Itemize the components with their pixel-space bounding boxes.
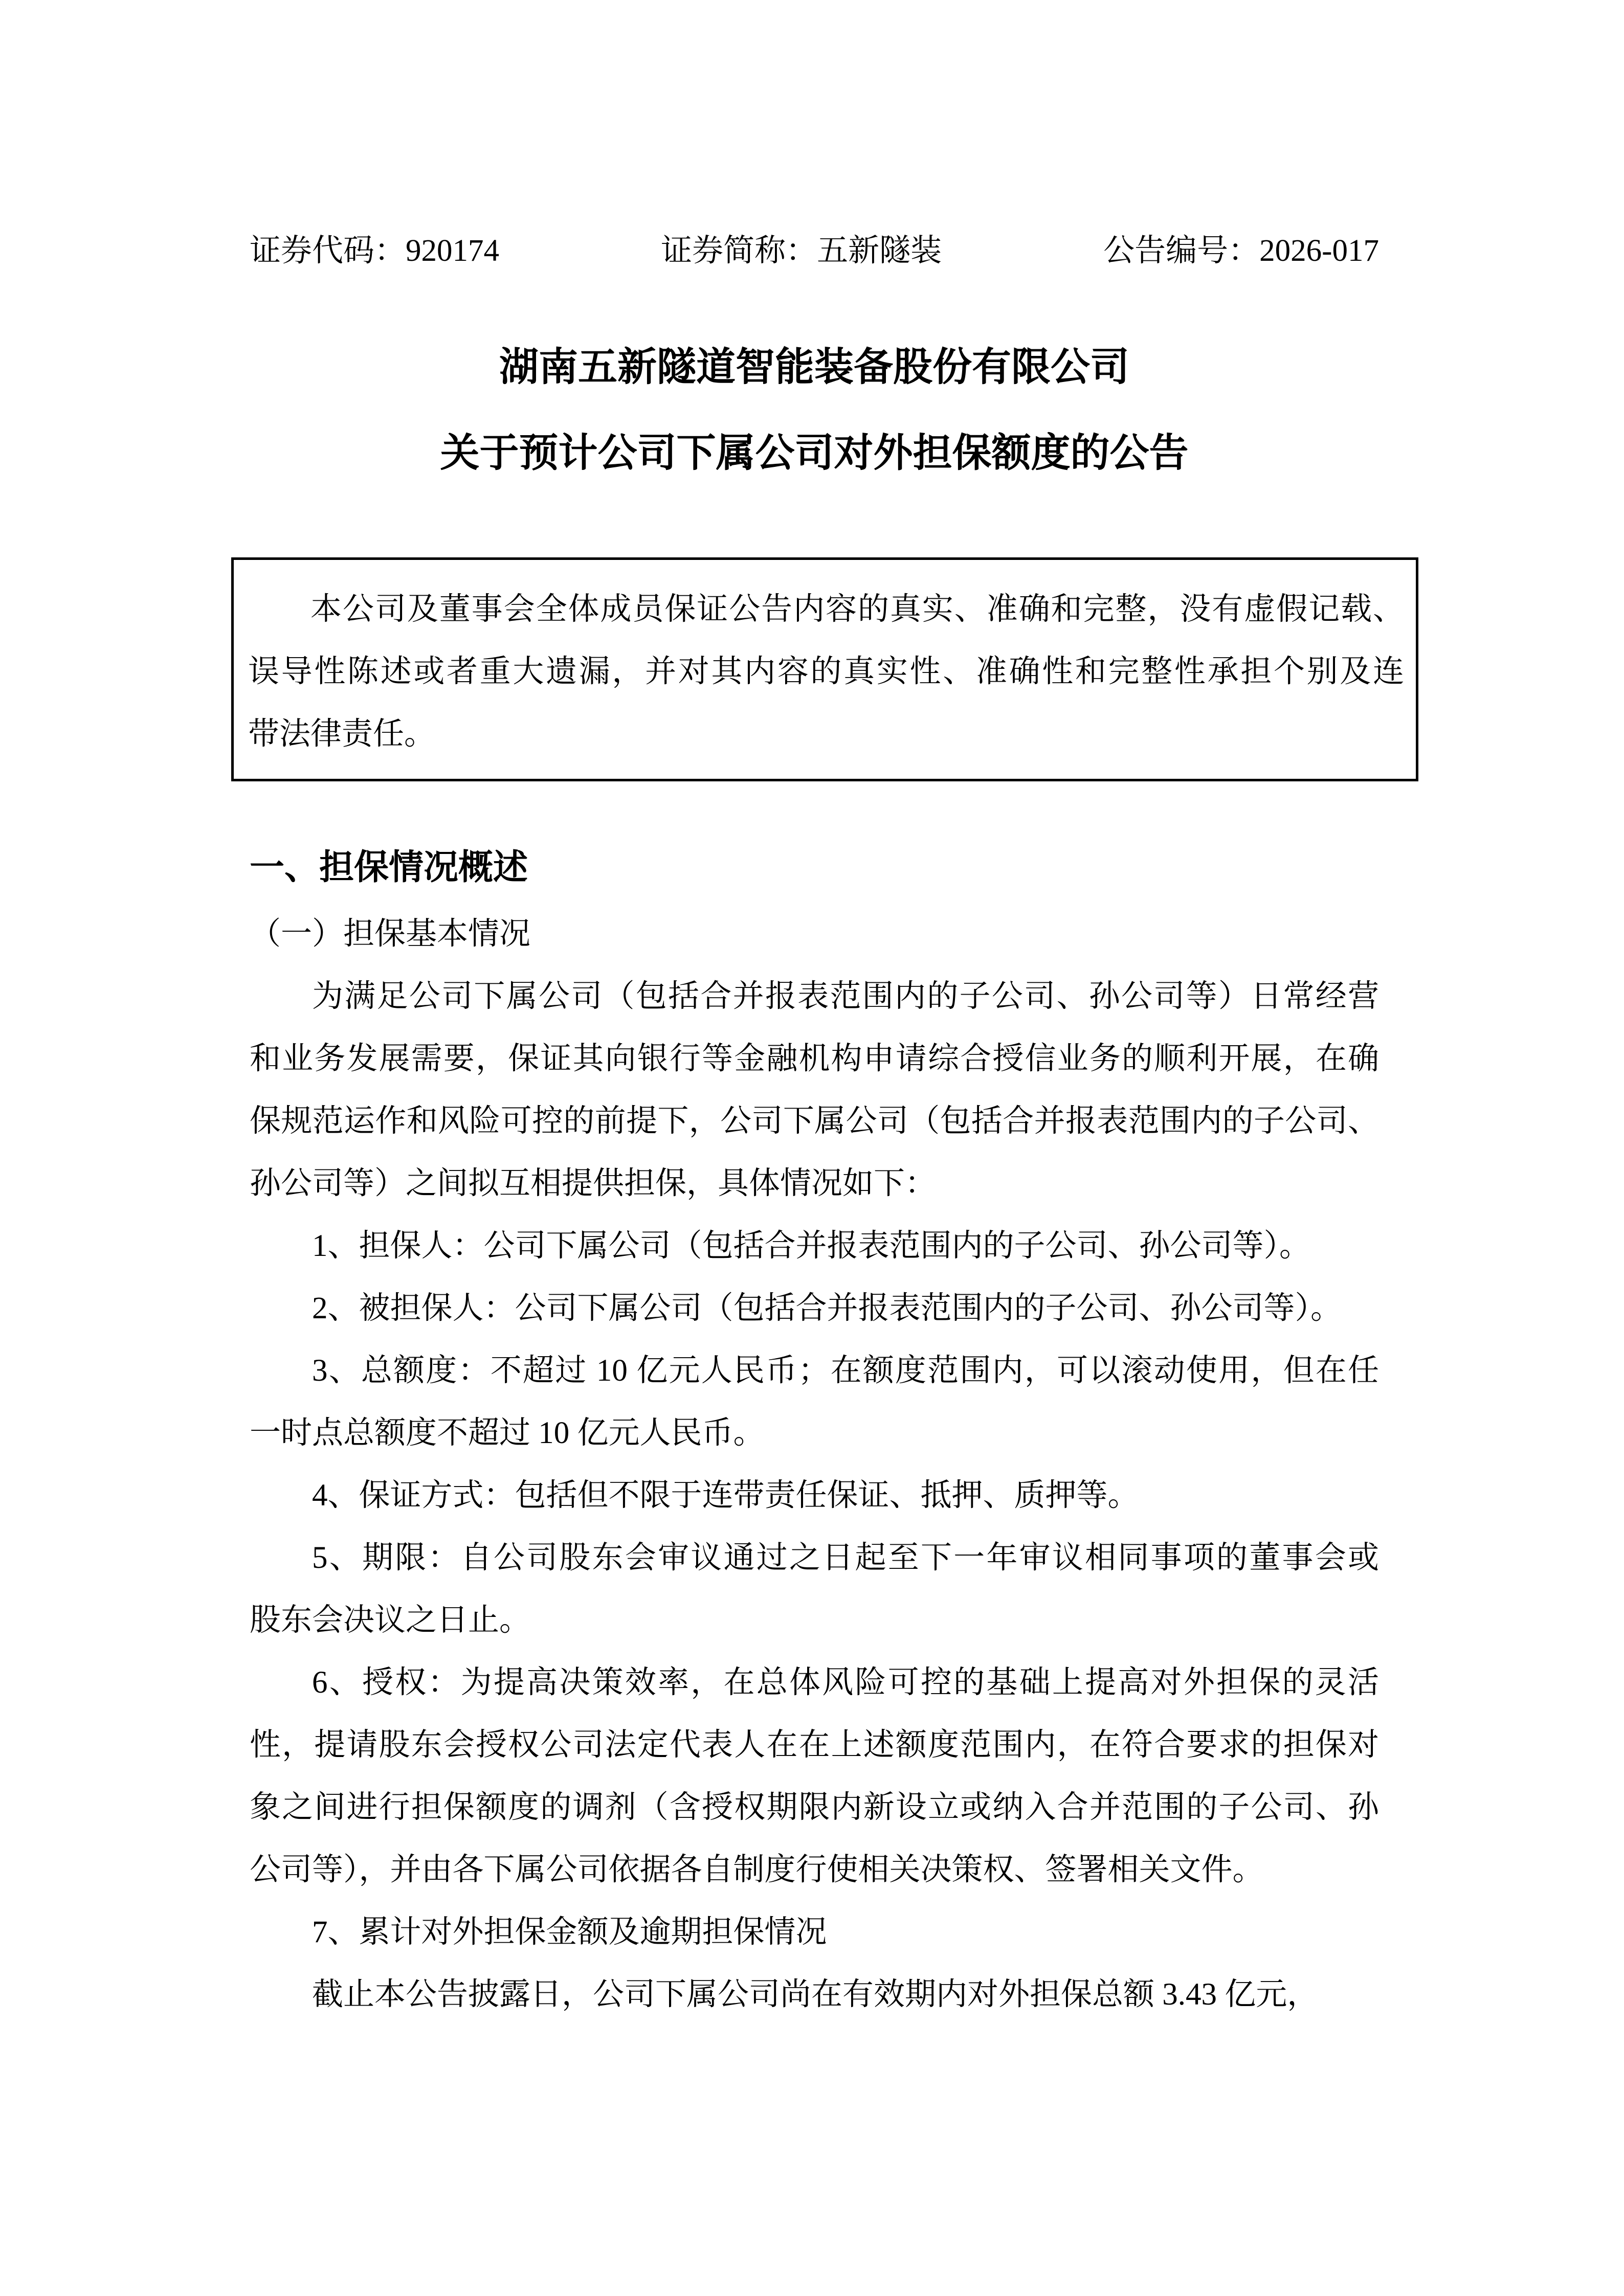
company-name-title: 湖南五新隧道智能装备股份有限公司 (499, 345, 1129, 389)
paragraph-line: 3、总额度：不超过 10 亿元人民币；在额度范围内，可以滚动使用，但在任 (312, 1354, 1379, 1388)
paragraph-line: 一时点总额度不超过 10 亿元人民币。 (250, 1416, 765, 1450)
paragraph-item-guarantor (250, 1215, 1379, 1277)
disclaimer-line: 带法律责任。 (248, 717, 436, 751)
paragraph-overview (250, 965, 1379, 1215)
paragraph-line: 为满足公司下属公司（包括合并报表范围内的子公司、孙公司等）日常经营 (312, 979, 1379, 1014)
disclaimer-box (231, 557, 1418, 781)
paragraph-closing (250, 1964, 1379, 2026)
paragraph-line: 象之间进行担保额度的调剂（含授权期限内新设立或纳入合并范围的子公司、孙 (250, 1790, 1379, 1825)
paragraph-line: 7、累计对外担保金额及逾期担保情况 (312, 1915, 827, 1949)
paragraph-line: 5、期限：自公司股东会审议通过之日起至下一年审议相同事项的董事会或 (312, 1541, 1379, 1575)
securities-header-row (250, 229, 1379, 273)
paragraph-line: 2、被担保人：公司下属公司（包括合并报表范围内的子公司、孙公司等）。 (312, 1291, 1342, 1325)
disclaimer-line: 本公司及董事会全体成员保证公告内容的真实、准确和完整，没有虚假记载、 (310, 592, 1404, 626)
paragraph-line: 和业务发展需要，保证其向银行等金融机构申请综合授信业务的顺利开展，在确 (250, 1042, 1379, 1076)
announcement-number-text: 公告编号：2026-017 (1103, 234, 1379, 268)
stock-abbr-text: 证券简称：五新隧装 (661, 234, 942, 268)
paragraph-line: 保规范运作和风险可控的前提下，公司下属公司（包括合并报表范围内的子公司、 (250, 1104, 1379, 1138)
subsection-heading-basic-info: （一）担保基本情况 (250, 917, 531, 951)
paragraph-line: 截止本公告披露日，公司下属公司尚在有效期内对外担保总额 3.43 亿元， (312, 1977, 1319, 2012)
disclaimer-line: 误导性陈述或者重大遗漏，并对其内容的真实性、准确性和完整性承担个别及连 (248, 655, 1404, 689)
paragraph-item-term (250, 1527, 1379, 1652)
paragraph-line: 孙公司等）之间拟互相提供担保，具体情况如下： (250, 1166, 937, 1201)
paragraph-item-authorization (250, 1652, 1379, 1901)
paragraph-line: 性，提请股东会授权公司法定代表人在在上述额度范围内，在符合要求的担保对 (250, 1728, 1379, 1762)
announcement-subject-title: 关于预计公司下属公司对外担保额度的公告 (440, 431, 1189, 475)
paragraph-line: 股东会决议之日止。 (250, 1603, 531, 1637)
paragraph-line: 4、保证方式：包括但不限于连带责任保证、抵押、质押等。 (312, 1478, 1139, 1513)
stock-code-text: 证券代码：920174 (250, 234, 500, 268)
paragraph-item-guaranteed-party (250, 1277, 1379, 1340)
paragraph-item-cumulative-guarantee (250, 1901, 1379, 1964)
paragraph-line: 6、授权：为提高决策效率，在总体风险可控的基础上提高对外担保的灵活 (312, 1665, 1379, 1700)
paragraph-line: 1、担保人：公司下属公司（包括合并报表范围内的子公司、孙公司等）。 (312, 1229, 1311, 1263)
paragraph-item-guarantee-method (250, 1465, 1379, 1527)
section-heading-guarantee-overview: 一、担保情况概述 (250, 848, 528, 887)
paragraph-item-total-limit (250, 1340, 1379, 1465)
paragraph-line: 公司等），并由各下属公司依据各自制度行使相关决策权、签署相关文件。 (250, 1853, 1264, 1887)
